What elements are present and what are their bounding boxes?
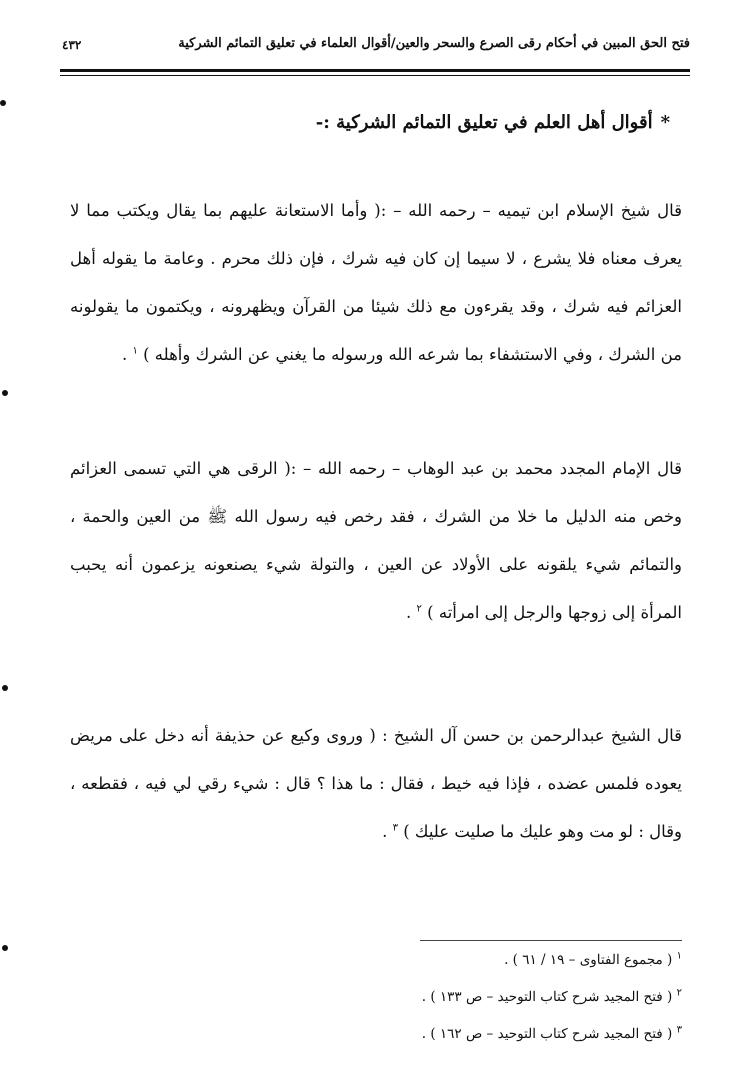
paragraph-al-sheikh xyxy=(70,712,682,856)
footnote-ref[interactable]: ٢ xyxy=(416,603,422,615)
scan-margin-dot xyxy=(2,685,8,691)
scan-margin-dot xyxy=(2,945,8,951)
header-title: فتح الحق المبين في أحكام رقى الصرع والسحر والعين/أقوال العلماء في تعليق التمائم الشركية xyxy=(178,36,690,51)
paragraph-end: . xyxy=(121,345,133,364)
footnote-item xyxy=(62,979,682,1016)
section-heading xyxy=(110,112,670,133)
footnote-number: ١ xyxy=(676,950,682,962)
paragraph-ibn-taymiyyah xyxy=(70,187,682,379)
footnote-number: ٣ xyxy=(676,1024,682,1036)
paragraph-text: قال الإمام المجدد محمد بن عبد الوهاب – رحمه الله – :( الرقى هي التي تسمى العزائم وخص منه الدليل ما خلا من الشرك ، فقد رخص فيه رسول الله ﷺ من العين والحمة ، والتمائم شيء يلقونه على الأولاد عن العين ، والتولة شيء يصنعونه يزعمون أنه يحبب المرأة إلى زوجها والرجل إلى امرأته ) xyxy=(70,459,682,622)
header-rule-thick xyxy=(60,69,690,72)
scan-margin-dot xyxy=(2,390,8,396)
section-title-text: أقوال أهل العلم في تعليق التمائم الشركية :- xyxy=(315,112,653,133)
scan-margin-dot xyxy=(0,100,6,106)
paragraph-text: قال شيخ الإسلام ابن تيميه – رحمه الله – :( وأما الاستعانة عليهم بما يقال ويكتب مما لا يعرف معناه فلا يشرع ، لا سيما إن كان فيه شرك ، فإن ذلك محرم . وعامة ما يقوله أهل العزائم فيه شرك ، وقد يقرءون مع ذلك شيئا من القرآن ويظهرونه ، ويكتمون ما يقولونه من الشرك ، وفي الاستشفاء بما شرعه الله ورسوله ما يغني عن الشرك وأهله ) xyxy=(70,201,682,364)
paragraph-text: قال الشيخ عبدالرحمن بن حسن آل الشيخ : ( وروى وكيع عن حذيفة أنه دخل على مريض يعوده فلمس عضده ، فإذا فيه خيط ، فقال : ما هذا ؟ قال : شيء رقي لي فيه ، فقطعه ، وقال : لو مت وهو عليك ما صليت عليك ) xyxy=(70,726,682,841)
paragraph-end: . xyxy=(406,603,417,622)
footnote-separator xyxy=(420,940,682,941)
paragraph-ibn-abdulwahhab xyxy=(70,445,682,637)
footnote-ref[interactable]: ١ xyxy=(132,345,138,357)
footnote-ref[interactable]: ٣ xyxy=(392,822,398,834)
footnote-text: ( مجموع الفتاوى – ١٩ / ٦١ ) . xyxy=(504,952,673,968)
star-bullet: * xyxy=(660,112,670,133)
footnote-text: ( فتح المجيد شرح كتاب التوحيد – ص ١٦٢ ) . xyxy=(421,1026,673,1042)
footnote-text: ( فتح المجيد شرح كتاب التوحيد – ص ١٣٣ ) . xyxy=(421,989,673,1005)
footnote-number: ٢ xyxy=(676,987,682,999)
running-header xyxy=(60,30,690,80)
page-number: ٤٣٢ xyxy=(62,38,82,52)
header-rule-thin xyxy=(60,75,690,76)
footnote-item xyxy=(62,1016,682,1053)
footnote-item xyxy=(62,942,682,979)
paragraph-end: . xyxy=(382,822,393,841)
footnotes xyxy=(62,942,682,1053)
